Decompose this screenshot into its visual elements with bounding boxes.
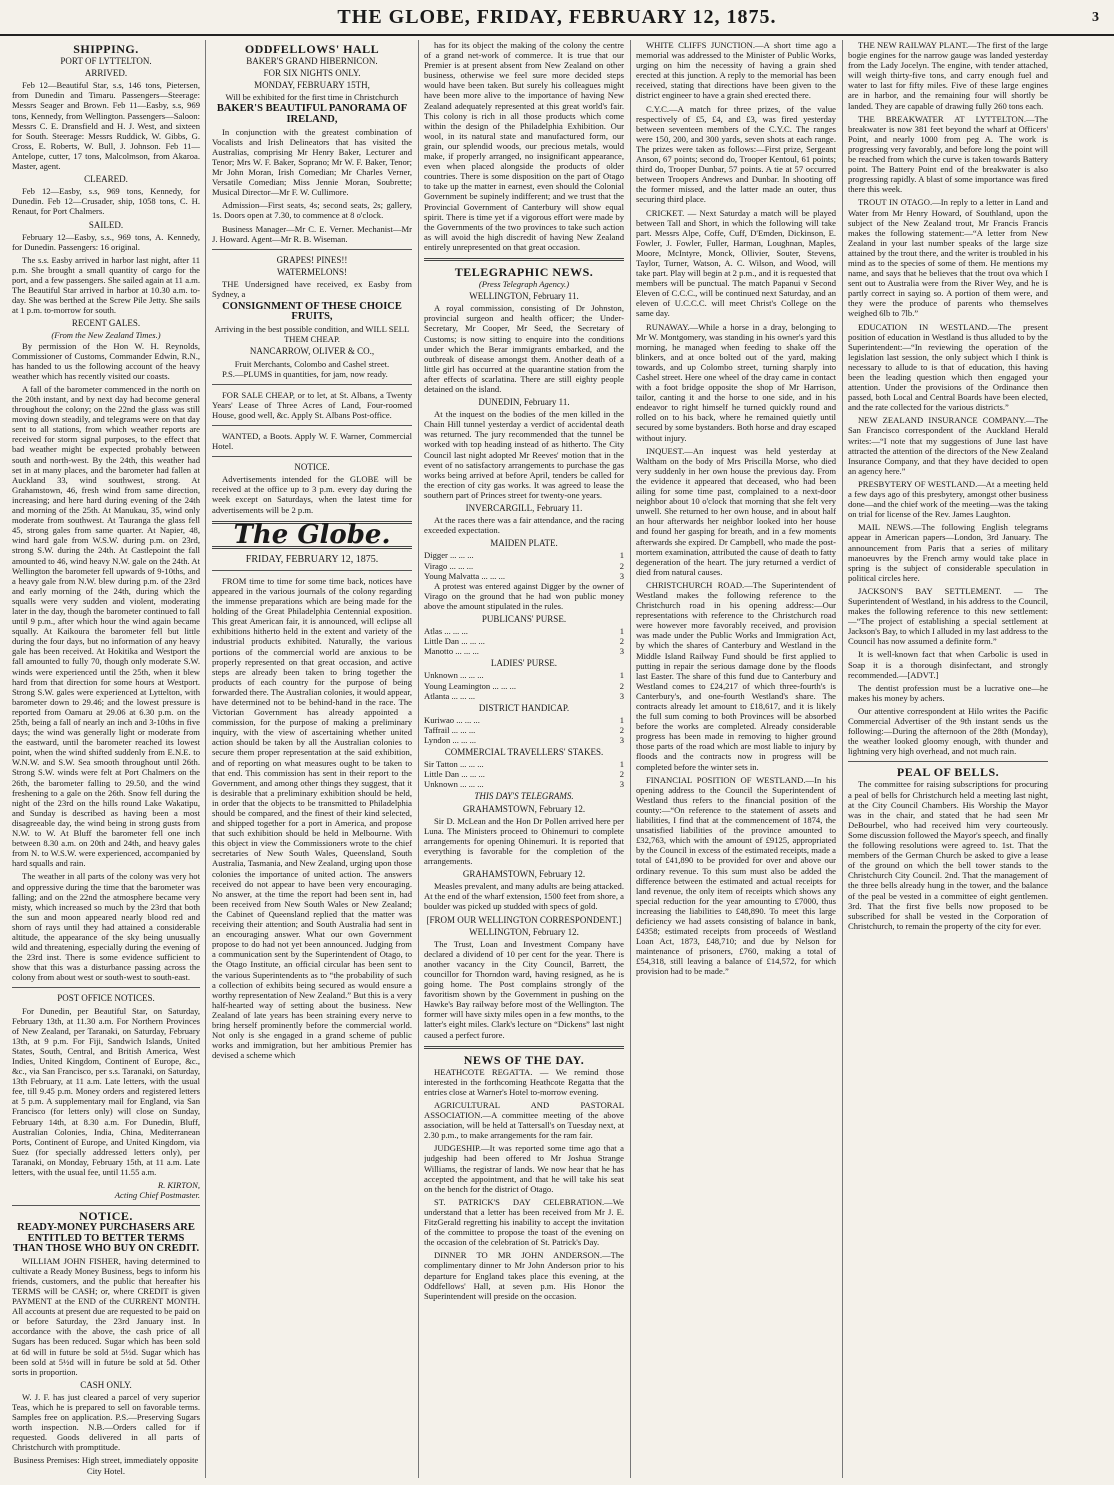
news-item: Our attentive correspondent at Hilo writes the Pacific Commercial Advertiser of the 9th instant sends us the following:—During the afternoon of the 28th (Monday), the weather looked gloomy enough, with thunder and lightning very high overhead, and not much rain. [848,705,1048,757]
horse-name: Atlanta ... ... ... [424,690,476,701]
horse-name: Virago ... ... ... [424,560,474,571]
masthead [0,6,1114,36]
news-item: FINANCIAL POSITION OF WESTLAND.—In his opening address to the Council the Superintendent of Westland thus refers to the financial position of the county:—“On reference to the statement of assets and liabilities, I find that at the commencement of 1874, the unsatisfied liabilities of the province amounted to £32,763, which with the amount of £9125, appropriated by the Council in excess of the estimated receipts, made a total of £41,890 to be provided for over and above our ordinary revenue. To this sum must also be added the difference between the estimated and actual receipts for land revenue, the only item of receipts which shows any special reduction for the year amounting to £7000, thus increasing the liabilities to £48,890. To meet this large deficiency we had assets consisting of balance in bank, £4358; estimated receipts from proceeds of Westland Loan Act, 1873, £48,710; and due by Nelson for maintenance of prisoners, £760, making a total of £54,318, still leaving a balance of £14,572, for which provision had to be made.” [636,774,836,977]
placing: 3 [619,779,624,790]
race-results [424,715,624,745]
news-item: JUDGESHIP.—It was reported some time ago that a judgeship had been offered to Mr Joshua Strange Williams, the registrar of lands. We now hear that he has accepted the appointment, and that he will take his seat on the bench for the district of Otago. [424,1143,624,1194]
divider [212,249,412,250]
bells-heading: PEAL OF BELLS. [896,765,1000,780]
correspondent-source: [FROM OUR WELLINGTON CORRESPONDENT.] [426,914,622,925]
race-result-row [424,646,624,656]
placing: 2 [619,560,624,571]
race-result-row [424,550,624,560]
oddfellows-text: Admission—First seats, 4s; second seats, 2s; gallery, 1s. Doors open at 7.30, to commence at 8 o'clock. [212,200,412,221]
column-1 [12,40,200,1478]
column-2 [212,40,412,1478]
globe-title: The Globe. [233,519,391,550]
horse-name: Sir Tatton ... ... ... [424,759,484,770]
gales-text: By permission of the Hon W. H. Reynolds, Commissioner of Customs, Commander Edwin, R.N., has handed to us the following account of the heavy weather which has recently visited our coasts. [12,340,200,381]
post-signature-title: Acting Chief Postmaster. [114,1190,200,1201]
page-number: 3 [1092,10,1100,25]
news-item: THE NEW RAILWAY PLANT.—The first of the large bogie engines for the narrow gauge was landed yesterday from the Lady Jocelyn. The engine, with tender attached, will weigh thirty-five tons, and carry enough fuel and water to last for fifty miles. Five of these large engines are in harbor, and the remaining four will shortly be landed. They are capable of drawing fully 260 tons each. [848,40,1048,111]
news-item: EDUCATION IN WESTLAND.—The present position of education in Westland is thus alluded to by the Superintendent:—“In reviewing the operation of the legislation last session, the only subject which I think is necessary to allude to is that of education, this having been the leading question which then engaged your attention. Under the provisions of the Ordinance then passed, both Local and Central Boards have been elected, and the rate collected for the various districts.” [848,321,1048,413]
placing: 2 [619,680,624,691]
grapes-headline: CONSIGNMENT OF THESE CHOICE FRUITS, [222,301,402,323]
race-result-row [424,725,624,735]
placing: 1 [619,550,624,561]
race-result-row [424,759,624,769]
news-item: PRESBYTERY OF WESTLAND.—At a meeting held a few days ago of this presbytery, amongst other business done—and the chief work of the meeting—was the taking on trial for license of the Rev. James Laughton. [848,478,1048,520]
column-3 [424,40,624,1478]
news-item: It is well-known fact that when Carbolic is used in Soap it is a thorough disinfectant, and strongly recommended.—[ADVT.] [848,649,1048,680]
watermelons-heading: WATERMELONS! [277,266,347,277]
column-5 [848,40,1048,1478]
divider [848,761,1048,762]
news-item: ST. PATRICK'S DAY CELEBRATION.—We understand that a letter has been received from Mr J. E. FitzGerald regretting his inability to accept the invitation of the committee to propose the toast of the evening on the occasion of the celebration of St. Patrick's Day. [424,1196,624,1248]
gales-text: A fall of the barometer commenced in the north on the 20th instant, and by next day had become general throughout the colony; on the 22nd the glass was still moving down steadily, and telegrams were on that day sent to all stations, from which weather reports are received for storm signal purposes, to the effect that bad weather might be expected probably between south and north-west. By the 24th, this weather had set in at many places, and the barometer had fallen at Auckland 33, wind southwest, strong. At Grahamstown, 46, fresh wind from same direction, increasing; and here hard during evening of the 24th and morning of the 25th. At Manukau, 35, wind only moderate from southwest. At Tauranga the glass fell 45, strong gales from same quarter. At Napier, 48, wind hard gale from W.S.W. during p.m. on 23rd, strong S.W. during the 24th. At Castlepoint the fall amounted to 46, wind heavy N.W. gale on the 24th. At Wellington the barometer fell upwards of 9-10ths, and a heavy gale from N.W. blew during p.m. of the 23rd and early morning of the 24th, during which the squalls were very sudden and violent, moderating later in the day, though the barometer continued to fall until 9 p.m., after which hour the wind again became squally. At Kaikoura the barometer fell but little during the four days, but no information of any heavy gale has been received. At Hokitika and Westport the fall amounted to fully 70, though only moderate S.W. winds were experienced until the 25th, when it blew hard from that direction for some hours at Westport. Strong S.W. gales were experienced at Lyttelton, with barometer down to 29.46; and the lowest pressure is reported from Oamaru at 29.06 at 6.30 p.m. on the 25th, being a fall of nearly an inch and 3-10ths in five days; the wind was generally light or moderate from the eastward, until the barometer reached its lowest point, when the wind shifted suddenly from E.N.E. to W.N.W. and S.W. Sea smooth throughout until 26th. Strong S.W. winds were felt at Port Chalmers on the 26th, the barometer falling to 29.50, and the wind freshening to a gale on the 26th. Snow fell during the night of the 23rd on the hills round Lake Wakatipu, and Sunday is described as having been a most disagreeable day, the wind being in strong gusts from N.W. to W. At Bluff the barometer fell one inch between 8.30 a.m. on 20th and 24th, and heavy gales from N. to W.S.W. were experienced, accompanied by hard squalls and rain. [12,383,200,869]
race-result-row [424,779,624,789]
oddfellows-date: MONDAY, FEBRUARY 15TH, [254,80,370,91]
cash-text: W. J. F. has just cleared a parcel of very superior Teas, which he is prepared to sell on favorable terms. Samples free on application. P.S.—Preserving Sugars worth inspection. N.B.—Orders called for if requested. Goods delivered in all parts of Christchurch with promptitude. [12,1391,200,1453]
placing: 2 [619,636,624,647]
placing: 3 [619,646,624,657]
race-result-row [424,636,624,646]
horse-name: Lyndon ... ... ... [424,735,477,745]
placing: 1 [619,626,624,637]
race-heading: LADIES' PURSE. [490,658,558,669]
race-result-row [424,735,624,745]
divider [212,425,412,426]
grapes-firm-address: Fruit Merchants, Colombo and Cashel street. [234,358,390,369]
oddfellows-text: In conjunction with the greatest combination of Vocalists and Irish Delineators that has visited the Australias, comprising Mr Henry Baker, Lecturer and Tenor; Mrs W. F. Baker, Soprano; Mr W. F. Baker, Tenor; Mr John Moran, Irish Comedian; Mr Charles Verner, Versatile Comedian; Miss Jennie Moran, Soubrette; Musical Director—Mr F. W. Cullimore. [212,126,412,198]
divider [212,570,412,571]
gales-heading: RECENT GALES. [71,318,141,329]
horse-name: Young Leamington ... ... ... [424,680,516,691]
dateline: GRAHAMSTOWN, February 12. [462,869,586,880]
race-results [424,670,624,700]
gales-source: (From the New Zealand Times.) [51,330,161,341]
cash-heading: CASH ONLY. [80,1379,132,1390]
race-results [424,550,624,580]
placing: 1 [619,714,624,725]
race-result-row [424,561,624,571]
news-item: NEW ZEALAND INSURANCE COMPANY.—The San Francisco correspondent of the Auckland Herald writes:—“I note that my suggestions of June last have attracted the attention of the directors of the New Zealand Insurance Company, and that they have decided to open an agency here.” [848,415,1048,476]
horse-name: Kuriwao ... ... ... [424,714,480,725]
horse-name: Unknown ... ... ... [424,779,484,790]
gales-text: The weather in all parts of the colony was very hot and oppressive during the time that the barometer was falling; and on the 22nd the atmosphere became very misty, which increased so much by the 23rd that both the sun and moon appeared nearly blood red and shorn of rays until they had attained a considerable altitude, the appearance of the sky being unusually wild and threatening, especially during the evening of the 23rd inst. There is some evidence sufficient to show that this was a disturbance passing across the colony from about west or south-west to south-east. [12,871,200,983]
column-4 [636,40,836,1478]
arrived-label: ARRIVED. [84,68,128,79]
telegram-text: Sir D. McLean and the Hon Dr Pollen arrived here per Luna. The Ministers proceed to Ohinemuri to complete arrangements for opening Ohinemuri. It is reported that everything is favorable for the completion of the arrangements. [424,815,624,867]
dateline: WELLINGTON, February 12. [469,926,579,937]
notice-text: WILLIAM JOHN FISHER, having determined to cultivate a Ready Money Business, begs to inform his friends, customers, and the public that hereafter his TERMS will be CASH; or, where CREDIT is given PAYMENT at the END of the CURRENT MONTH. All accounts at present due are requested to be paid on or before Saturday, the 23rd January inst. In accordance with the above, the cash price of all Sugars has been reduced. Sugar which has been sold at 6d will in future be sold at 5½d. Sugar which has been sold at 5½d will in future be sold at 5d. Other sorts in proportion. [12,1255,200,1377]
news-item: INQUEST.—An inquest was held yesterday at Waltham on the body of Mrs Priscilla Morse, who died very suddenly in her own house the previous day. From the evidence it appeared that deceased, who had been ailing for some time past, complained to a next-door neighbor about 10 o'clock that morning that she felt very unwell. She returned to her own house, and in about half an hour afterwards her neighbor looked into her house and found her gasping for breath, and in a few moments afterwards she expired. Dr Campbell, who made the post-mortem examination, attributed the cause of death to fatty degeneration of the heart. The jury returned a verdict of died from natural causes. [636,445,836,577]
post-heading: POST OFFICE NOTICES. [57,993,155,1004]
oddfellows-nights: FOR SIX NIGHTS ONLY. [263,68,361,79]
news-item: The dentist profession must be a lucrative one—he makes his money by achers. [848,682,1048,703]
horse-name: Digger ... ... ... [424,550,474,561]
dateline: WELLINGTON, February 11. [469,291,579,302]
news-item: RUNAWAY.—While a horse in a dray, belonging to Mr W. Montgomery, was standing in his owner's yard this morning, he managed when feeding to shake off the blinkers, and at once bolted out of the yard, making towards, and up Colombo street, turning sharply into Cashel street. Here one wheel of the dray came in contact with a foot bridge opposite the shop of Mr Harrison, tailor, canting it and the horse to one side, and in his endeavor to right himself he turned quickly round and rolled on to his back, where he remained quietly until secured by some bystanders. Both horse and dray escaped without injury. [636,321,836,443]
telegram-text: At the inquest on the bodies of the men killed in the Chain Hill tunnel yesterday a verdict of accidental death was returned. The jury recommended that the tunnel be worked with top heading instead of as hitherto. The City Council last night adopted Mr Reeves' motion that in the event of no satisfactory arrangements to purchase the gas works being arrived at before April, tenders be called for the erection of city gas works. It was agreed to lease the southern part of Princes street for twenty-one years. [424,409,624,500]
grapes-firm: NANCARROW, OLIVER & CO., [249,346,375,357]
dateline: DUNEDIN, February 11. [478,397,570,408]
easby-text: The s.s. Easby arrived in harbor last night, after 11 p.m. She brought a small quantity of cargo for the port, and a few passengers. She sailed again at 11 a.m. The Beautiful Star arrived in harbor at 10.30 a.m. to-day. She was berthed at the Screw Pile Jetty. She sails at 1 p.m. to-morrow for south. [12,254,200,316]
post-signature: R. KIRTON, [157,1180,200,1191]
race-result-row [424,681,624,691]
oddfellows-title: BAKER'S BEAUTIFUL PANORAMA OF IRELAND, [216,103,408,125]
horse-name: Unknown ... ... ... [424,670,484,681]
dateline: GRAHAMSTOWN, February 12. [462,803,586,814]
divider [12,987,200,988]
this-days-heading: THIS DAY'S TELEGRAMS. [474,791,574,802]
placing: 3 [619,735,624,745]
race-result-row [424,691,624,701]
news-item: MAIL NEWS.—The following English telegrams appear in American papers—London, 3rd January. The announcement from Paris that a series of military manoeuvres by the French army would take place in spring is the subject of considerable speculation in political circles here. [848,522,1048,583]
race-result-row [424,769,624,779]
race-result-row [424,715,624,725]
race-heading: PUBLICANS' PURSE. [481,613,567,624]
bells-text: The committee for raising subscriptions for procuring a peal of bells for Christchurch held a meeting last night, at the City Council Chambers. His Worship the Mayor was in the chair, and stated that he had seen Mr DeBourbel, who had received him very courteously. Some discussion followed the Mayor's speech, and finally the following resolutions were agreed to. 1st. That the members of the German Church be asked to give a lease of the ground on which the bell tower stands to the Christchurch City Council. 2nd. That the management of the three bells already hung in the tower, and the balance of the peal be vested in a committee of eight gentlemen. 3rd. That the first five bells now proposed to be subscribed for shall be vested in the Corporation of Christchurch, to remain the property of the city for ever. [848,779,1048,931]
divider [212,456,412,457]
placing: 2 [619,769,624,780]
column-rule [842,40,843,1478]
leader-text: FROM time to time for some time back, notices have appeared in the various journals of the colony regarding the immense preparations which are being made for the holding of the Great Philadelphia Centennial exposition. This great American fair, it is announced, will eclipse all exhibitions hitherto held in the extent and variety of the industrial products exhibited. Naturally, the various portions of the commercial world are anxious to be properly represented on that great occasion, and active steps are already been taken to bring together the products of each country for the purpose of being forwarded there. The Australian colonies, it would appear, have determined not to be behind-hand in the race. The Victorian Government has already appointed a commission, for the purpose of making a preliminary inquiry, with the view of ascertaining whether united action should be taken by all the Australian colonies to secure them proper representation at the said exhibition, and of reporting on what measures ought to be taken to that end. This commission has sent in their report to the Government, and among other things they suggest, that it is desirable that a preliminary exhibition should be held, in order that the objects to be transmitted to Philadelphia should be compared, and the finest of their kind selected, and shipped together for a port in America, and propose that such exhibition should be held in Melbourne. With this object in view the Commissioners wrote to the chief secretaries of New South Wales, Queensland, South Australia, Tasmania, and New Zealand, urging upon those colonies the importance of united action. The answers received do not appear to have been very encouraging. No answer, at the time the report had been sent in, had been received from New South Wales or New Zealand; the Cabinet of Queensland replied that the matter was receiving their attention; and South Australia had sent in an encouraging answer. What our own Government propose to do had not yet been announced. Judging from a communication sent by the Superintendent of Otago, to the Otago Institute, an official circular has been sent to the various Superintendents as to “the probability of such a collection of exhibits being secured as would ensure a worthy representation of New Zealand.” But this is a very half-hearted way of setting about the business. New Zealand of late years has been straining every nerve to bring herself prominently before the commercial world. Not only is she engaged in a grand scheme of public works and immigration, but her ambitious Premier has devised a scheme which [212,575,412,1061]
masthead-title: THE GLOBE, FRIDAY, FEBRUARY 12, 1875. [337,6,777,28]
notice-text: Advertisements intended for the GLOBE will be received at the office up to 3 p.m. every day during the week except on Saturdays, when the latest time for advertisements will be 2 p.m. [212,474,412,515]
sailed-label: SAILED. [88,219,124,230]
post-text: For Dunedin, per Beautiful Star, on Saturday, February 13th, at 11.30 a.m. For Northern Provinces of New Zealand, per Taranaki, on Saturday, February 13th, at 9 p.m. For Fiji, Sandwich Islands, United States, South, Central, and British America, West Indies, United Kingdom, Continent of Europe, &c., &c., via San Francisco, per s.s. Taranaki, on Saturday, 13th February, at 11 a.m. Late letters, with the usual fee, till 9.45 p.m. Money orders and registered letters at 5 p.m. A supplementary mail for England, via San Francisco (for letters only) will close on Sunday, February 14th, at 8.30 a.m. For Dunedin, Bluff, Australian Colonies, India, China, Mediterranean Ports, Continent of Europe, and United Kingdom, via Suez (for specially addressed letters only), per Taranaki, on Monday, February 15th, at 11 a.m. Late letters, with the usual fee, until 11.55 a.m. [12,1005,200,1178]
race-heading: MAIDEN PLATE. [490,538,558,549]
news-item: CHRISTCHURCH ROAD.—The Superintendent of Westland makes the following reference to the Christchurch road in his opening address:—Our representations with reference to the Christchurch road were however more favorably received, and provision was made under the Public Works and Immigration Act, by which the shares of Canterbury and Westland in the Middle Island Railway Fund should be first applied to putting in repair the serious damage done by the floods last Easter. The share of this fund due to Canterbury and Westland comes to £24,217 of which three-fourth's is Canterbury's, and one-fourth Westland's share. The contracts already let amount to £18,617, and it is likely the full sum coming to both Provinces will be absorbed before the works are completed. Already considerable progress has been made in removing to higher ground those parts of the road which are most liable to injury by floods and the contracts now in progress will be completed before the winter sets in. [636,579,836,772]
divider [424,258,624,261]
race-heading: COMMERCIAL TRAVELLERS' STAKES. [444,747,604,758]
horse-name: Manotto ... ... ... [424,646,479,657]
placing: 1 [619,759,624,770]
telegram-text: Measles prevalent, and many adults are being attacked. At the end of the wharf extension, 1500 feet from shore, a boulder was picked up studded with specs of gold. [424,881,624,912]
oddfellows-heading: ODDFELLOWS' HALL [244,42,380,56]
horse-name: Atlas ... ... ... [424,626,468,637]
divider [12,1205,200,1206]
shipping-heading: SHIPPING. [73,42,139,56]
dateline: INVERCARGILL, February 11. [465,503,583,514]
port-heading: PORT OF LYTTELTON. [60,56,152,67]
wanted-text: WANTED, a Boots. Apply W. F. Warner, Commercial Hotel. [212,431,412,452]
column-rule [630,40,631,1478]
telegram-text: The Trust, Loan and Investment Company have declared a dividend of 10 per cent for the year. There is another vacancy in the City Council, Barrett, the councillor for Thorndon ward, having resigned, as he is going home. The Post complains strongly of the favoritism shown by the Government in pushing on the Hawke's Bay railway before most of the Wellington. The former will have sixty miles open in a few months, to the latter's eight miles. Clark's lecture on “Dickens” last night caused a perfect furore. [424,938,624,1040]
race-result-row [424,670,624,680]
race-results [424,626,624,656]
placing: 2 [619,724,624,735]
news-item: HEATHCOTE REGATTA. — We remind those interested in the forthcoming Heathcote Regatta that the entries close at Warner's Hotel to-morrow evening. [424,1066,624,1097]
oddfellows-sub: BAKER'S GRAND HIBERNICON. [246,56,378,67]
oddfellows-text: Business Manager—Mr C. E. Verner. Mechanist—Mr J. Howard. Agent—Mr R. B. Wiseman. [212,223,412,244]
notice-heading: NOTICE. [79,1209,133,1224]
race-result-row [424,571,624,581]
placing: 3 [619,570,624,581]
placing: 3 [619,690,624,701]
news-item: WHITE CLIFFS JUNCTION.—A short time ago a memorial was addressed to the Minister of Public Works, urging on him the necessity of having a grain shed erected at this junction. A reply to the memorial has been received, stating that directions have been given to the district engineer to have a grain shed erected there. [636,40,836,101]
horse-name: Young Malvatta ... ... ... [424,570,506,581]
column-rule [418,40,419,1478]
divider [212,384,412,385]
race-protest: A protest was entered against Digger by the owner of Virago on the ground that he had won public money above the amount stipulated in the rules. [424,580,624,611]
news-heading: NEWS OF THE DAY. [463,1052,585,1067]
horse-name: Little Dan ... ... ... [424,769,485,780]
telegram-text: A royal commission, consisting of Dr Johnston, provincial surgeon and health officer; the Under-Secretary, Mr Cooper, Mr Seed, the Secretary of Customs; is now sitting to enquire into the conditions under which the Berar immigrants embarked, and the outbreak of disease amongst them. Another death of a little girl has occurred at the quarantine station from the after effects of scarlatina. There are still eighty people detained on the island. [424,303,624,394]
grapes-text: Arriving in the best possible condition, and WILL SELL THEM CHEAP. [214,324,410,345]
horse-name: Little Dan ... ... ... [424,636,485,647]
news-item: TROUT IN OTAGO.—In reply to a letter in Land and Water from Mr Henry Howard, of Southland, upon the subject of the New Zealand trout, Mr Francis Francis makes the following statement:—“A letter from New Zealand in your last number speaks of the large size attained by the trout there, and the writer is troubled in his mind as to the species of some of them. He mentions my name, and says that he believes that the trout ova which I sent out to Australia were from the River Wey, and he is partly correct in saying so. A portion of them were, and they were the produce of parents who themselves weighed 6lb to 7lb.” [848,197,1048,319]
race-heading: DISTRICT HANDICAP. [478,702,570,713]
news-item: JACKSON'S BAY SETTLEMENT. — The Superintendent of Westland, in his address to the Council, makes the following reference to this new settlement:—“The project of establishing a special settlement at Jackson's Bay, to which I alluded in my last address to the Council has now assumed a definite form.” [848,585,1048,647]
sailed-text: February 12—Easby, s.s., 969 tons, A. Kennedy, for Dunedin. Passengers: 16 original. [12,231,200,252]
news-item: CRICKET. — Next Saturday a match will be played between Tall and Short, in which the following will take part. Messrs Alpe, Coffe, Cuff, D'Emden, Dickinson, E. Fowler, J. Fowler, Fuller, Harman, Loughnan, Maples, Moore, McIntyre, Monck, Ollivier, Souter, Stevens, Taylor, Turner, Watson, A. C. Wilson, and Wood, will take part. Play will begin at 2 p.m., and it is requested that members will be punctual. The match Papanui v Second Eleven of C.C.C., will be continued next Saturday, and an eleven of U.C.C.C. will meet Christ's College on the same day. [636,207,836,319]
race-result-row [424,626,624,636]
oddfellows-text: Will be exhibited for the first time in Christchurch [225,92,399,103]
grapes-text: THE Undersigned have received, ex Easby from Sydney, a [212,278,412,299]
horse-name: Taffrail ... ... ... [424,724,476,735]
cleared-label: CLEARED. [84,174,128,185]
notice-headline: READY-MONEY PURCHASERS ARE ENTITLED TO BETTER TERMS THAN THOSE WHO BUY ON CREDIT. [12,1222,200,1254]
news-item: C.Y.C.—A match for three prizes, of the value respectively of £5, £4, and £3, was fired yesterday between seventeen members of the C.Y.C. The ranges were 150, 200, and 300 yards, seven shots at each range. The prizes were taken as follows:—First prize, Sergeant Anson, 67 points; second do, Trooper Kentoul, 61 points; third do, Trooper Dunbar, 57 points. A tie at 57 occurred between Troopers Andrews and Dunbar. In shooting off the former missed, and the latter made an outer, thus securing third place. [636,103,836,205]
telegraphic-source: (Press Telegraph Agency.) [478,279,570,290]
grapes-heading: GRAPES! PINES!! [276,254,348,265]
telegraphic-heading: TELEGRAPHIC NEWS. [454,264,594,279]
news-item: DINNER TO MR JOHN ANDERSON.—The complimentary dinner to Mr John Anderson prior to his departure for England takes place this evening, at the Oddfellows' Hall, at seven p.m. His Honor the Superintendent will preside on the occasion. [424,1250,624,1301]
globe-date: FRIDAY, FEBRUARY 12, 1875. [245,553,379,565]
news-item: AGRICULTURAL AND PASTORAL ASSOCIATION.—A committee meeting of the above association, will be held at Tattersall's on Tuesday next, at 2.30 p.m., to make arrangements for the ram fair. [424,1100,624,1141]
race-results [424,759,624,789]
arrived-text: Feb 12—Beautiful Star, s.s, 146 tons, Pietersen, from Dunedin and Timaru. Passengers—Steerage: Messrs Seager and Brown. Feb 11—Easby, s.s, 969 tons, Kennedy, from Wellington. Passengers—Saloon: Messrs C. E. Dransfield and H. J. West, and sixteen for South. Steerage: Messrs Ruddick, W. Gibbs, G. Cross, E. Roberts, W. Bull, J. Johnson. Feb 11—Antelope, cutter, 17 tons, Malcolmson, from Akaroa. Master, agent. [12,80,200,172]
column-rule [205,40,206,1478]
placing: 1 [619,670,624,681]
notice-heading: NOTICE. [294,462,330,473]
leader-text: has for its object the making of the colony the centre of a grand net-work of commerce. It is true that our Premier is at present absent from New Zealand on other business, otherwise we feel sure more decided steps would have been taken. But surely his colleagues might have been more alive to the importance of having New Zealand adequately represented at this great world's fair. This colony is rich in all those products which come within the design of the Philadelphia Exhibition. Our wool, in its natural state and manufactured form, our grain, our splendid woods, our precious metals, would make, if properly arranged, no insignificant appearance, even when placed alongside the products of older countries. There is some disposition on the part of Otago to take up the matter in earnest, even should the Colonial Government be supinely indifferent; and we trust that the Provincial Government of Canterbury will show equal spirit. There is time yet if a vigorous effort were made by the Governments of the two provinces to take such action as will avoid the high discredit of having New Zealand entirely unrepresented on that great occasion. [424,40,624,252]
news-item: THE BREAKWATER AT LYTTELTON.—The breakwater is now 381 feet beyond the wharf at Officers' Point, and nearly 1000 from peg A. The work is progressing very favorably, and before long the point will be reached from which the curve is taken towards Battery point. The Battery Point end of the breakwater is also progressing rapidly. A blast of some importance was fired there this week. [848,113,1048,195]
sale-text: FOR SALE CHEAP, or to let, at St. Albans, a Twenty Years' Lease of Three Acres of Land, Four-roomed House, good well, &c. Apply St. Albans Post-office. [212,389,412,420]
divider [424,1046,624,1049]
telegram-text: At the races there was a fair attendance, and the racing exceeded expectation. [424,515,624,536]
cash-premises: Business Premises: High street, immediately opposite City Hotel. [13,1455,199,1476]
cleared-text: Feb 12—Easby, s.s, 969 tons, Kennedy, for Dunedin. Feb 12—Crusader, ship, 1058 tons, C. H. Renaut, for Port Chalmers. [12,186,200,217]
grapes-ps: P.S.—PLUMS in quantities, for jam, now ready. [222,368,388,379]
